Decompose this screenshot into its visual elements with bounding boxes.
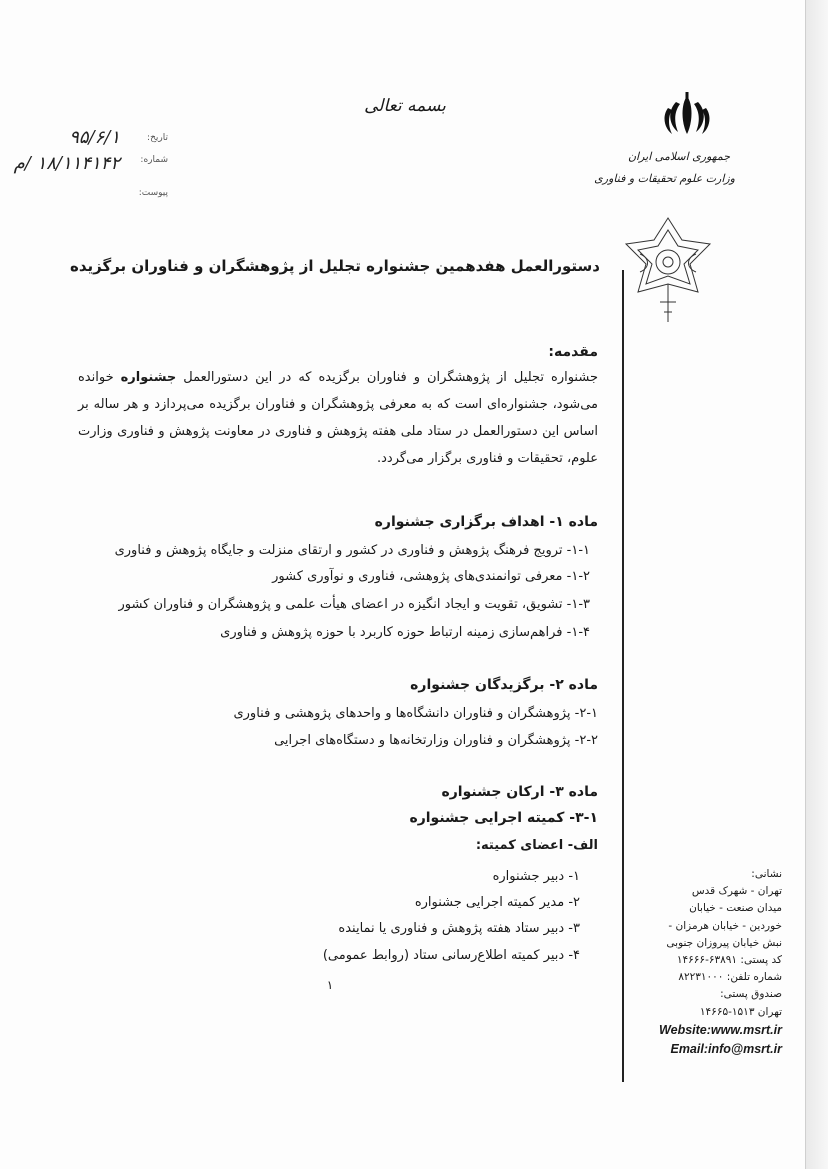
- article3-sub-heading: ۳-۱- کمیته اجرایی جشنواره: [409, 810, 598, 826]
- date-label: تاریخ:: [147, 133, 168, 143]
- members-heading: الف- اعضای کمیته:: [475, 838, 598, 853]
- attachment-label: پیوست:: [138, 188, 168, 198]
- article1-item: ۱-۴- فراهم‌سازی زمینه ارتباط حوزه کاربرد با حوزه پژوهش و فناوری: [220, 625, 590, 640]
- member-item: ۳- دبیر ستاد هفته پژوهش و فناوری یا نماینده: [338, 921, 580, 936]
- contact-line: خوردین - خیابان هرمزان -: [668, 919, 782, 932]
- website-link[interactable]: Website:www.msrt.ir: [659, 1022, 782, 1037]
- contact-line: شماره تلفن: ۸۲۲۳۱۰۰۰: [678, 971, 782, 984]
- ministry-name-line2: وزارت علوم تحقیقات و فناوری: [594, 172, 735, 185]
- contact-line: نبش خیابان پیروزان جنوبی: [666, 936, 782, 949]
- contact-line: میدان صنعت - خیابان: [689, 902, 782, 915]
- member-item: ۱- دبیر جشنواره: [492, 869, 580, 884]
- intro-heading: مقدمه:: [548, 344, 598, 360]
- intro-text-part1: جشنواره تجلیل از پژوهشگران و فناوران برگزیده که در این دستورالعمل: [176, 370, 598, 385]
- contact-line: نشانی:: [751, 868, 782, 880]
- document-title: دستورالعمل هفدهمین جشنواره تجلیل از پژوهشگران و فناوران برگزیده: [69, 257, 600, 275]
- ministry-name-line1: جمهوری اسلامی ایران: [627, 150, 730, 163]
- contact-line: صندوق پستی:: [720, 988, 782, 1001]
- date-value: ۹۵/۶/۱: [69, 127, 120, 148]
- iran-emblem-icon: [660, 92, 714, 140]
- number-label: شماره:: [140, 155, 168, 165]
- article2-heading: ماده ۲- برگزیدگان جشنواره: [410, 677, 598, 693]
- contact-line: کد پستی: ۶۳۸۹۱-۱۴۶۶۶: [676, 954, 782, 967]
- article1-item: ۱-۱- ترویج فرهنگ پژوهش و فناوری در کشور و ارتقای منزلت و جایگاه پژوهش و فناوری: [114, 543, 590, 558]
- article2-item: ۲-۱- پژوهشگران و فناوران دانشگاه‌ها و واحدهای پژوهشی و فناوری: [233, 706, 598, 721]
- intro-text-bold: جشنواره: [120, 370, 177, 385]
- page-number: ۱: [326, 978, 334, 992]
- email-link[interactable]: Email:info@msrt.ir: [670, 1041, 782, 1056]
- article1-item: ۱-۲- معرفی توانمندی‌های پژوهشی، فناوری و نوآوری کشور: [272, 569, 590, 584]
- ornament-icon: [620, 214, 716, 326]
- margin-divider: [622, 270, 624, 1082]
- scan-edge: [806, 0, 828, 1169]
- contact-block: [632, 866, 782, 1059]
- bismillah-heading: بسمه تعالی: [364, 96, 446, 116]
- article1-item: ۱-۳- تشویق، تقویت و ایجاد انگیزه در اعضای هیأت علمی و پژوهشگران و فناوران کشور: [118, 597, 590, 612]
- member-item: ۲- مدیر کمیته اجرایی جشنواره: [414, 895, 580, 910]
- contact-line: تهران - شهرک قدس: [691, 885, 782, 898]
- article2-item: ۲-۲- پژوهشگران و فناوران وزارتخانه‌ها و دستگاه‌های اجرایی: [274, 733, 598, 748]
- article3-heading: ماده ۳- ارکان جشنواره: [441, 784, 598, 800]
- number-value: ۱۸/۱۱۴۱۴۲ /م: [13, 153, 120, 174]
- intro-text-part2: خوانده می‌شود، جشنواره‌ای است که به معرفی پژوهشگران و فناوران برگزیده می‌پردازد و هر ساله بر اساس این دستورالعمل در ستاد ملی هفته پژوهش و فناوری در معاونت پژوهش و فناوری وزارت علوم، تحقیقات و فناوری برگزار می‌گردد.: [78, 370, 598, 466]
- intro-paragraph: [78, 364, 598, 472]
- article1-heading: ماده ۱- اهداف برگزاری جشنواره: [374, 514, 598, 530]
- member-item: ۴- دبیر کمیته اطلاع‌رسانی ستاد (روابط عمومی): [322, 948, 580, 963]
- contact-line: تهران ۱۵۱۳-۱۴۶۶۵: [699, 1005, 782, 1018]
